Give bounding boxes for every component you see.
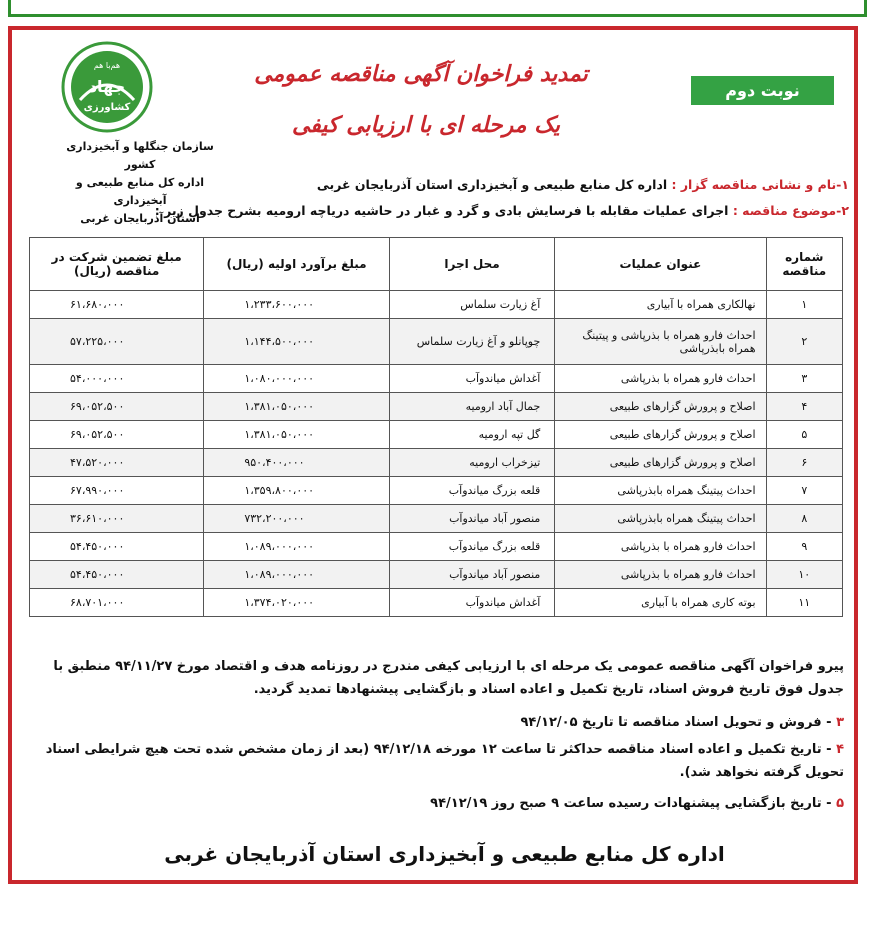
header-tender-number: شماره مناقصه	[766, 238, 842, 291]
table-header-row	[30, 238, 843, 291]
cell-location: گل تپه ارومیه	[389, 421, 555, 449]
item-4-value: - تاریخ تکمیل و اعاده اسناد مناقصه حداکثر تا ساعت ۱۲ مورخه ۹۴/۱۲/۱۸ (بعد از زمان مشخص شده تحت هیچ شرایطی اسناد تحویل گرفته نخواهد شد).	[45, 742, 844, 780]
table-row	[30, 589, 843, 617]
item-3-value: - فروش و تحویل اسناد مناقصه تا تاریخ ۹۴/۱۲/۰۵	[520, 715, 837, 730]
cell-number: ۳	[766, 365, 842, 393]
cell-location: قلعه بزرگ میاندوآب	[389, 533, 555, 561]
extension-paragraph: پیرو فراخوان آگهی مناقصه عمومی یک مرحله ای با ارزیابی کیفی مندرج در روزنامه هدف و اقتصاد مورخ ۹۴/۱۱/۲۷ منطبق با جدول فوق تاریخ فروش اسناد، تاریخ تکمیل و اعاده اسناد و بازگشایی پیشنهادها تمدید گردید.	[53, 659, 844, 697]
svg-text:کشاورزی: کشاورزی	[83, 102, 131, 113]
cell-number: ۱۰	[766, 561, 842, 589]
cell-guarantee: ۳۶،۶۱۰،۰۰۰	[30, 505, 204, 533]
org-line-2: اداره کل منابع طبیعی و آبخیزداری	[75, 176, 205, 207]
cell-estimate: ۹۵۰،۴۰۰،۰۰۰	[204, 449, 389, 477]
item-1-value: اداره کل منابع طبیعی و آبخیزداری استان آذربایجان غربی	[316, 177, 672, 192]
cell-location: آغداش میاندوآب	[389, 365, 555, 393]
table-row	[30, 421, 843, 449]
cell-estimate: ۷۳۲،۲۰۰،۰۰۰	[204, 505, 389, 533]
cell-operation: احداث فارو همراه با بذرپاشی و پیتینگ همراه بابذرپاشی	[555, 319, 766, 365]
table-row	[30, 449, 843, 477]
cell-guarantee: ۶۱،۶۸۰،۰۰۰	[30, 291, 204, 319]
tender-table	[29, 237, 843, 617]
cell-guarantee: ۶۹،۰۵۲،۵۰۰	[30, 393, 204, 421]
cell-location: قلعه بزرگ میاندوآب	[389, 477, 555, 505]
cell-estimate: ۱،۳۸۱،۰۵۰،۰۰۰	[204, 393, 389, 421]
cell-number: ۴	[766, 393, 842, 421]
cell-operation: احداث پیتینگ همراه بابذرپاشی	[555, 477, 766, 505]
svg-text:جهاد: جهاد	[88, 77, 126, 96]
item-5-label: ۵	[836, 796, 844, 811]
table-row	[30, 291, 843, 319]
svg-text:هم‌با هم: هم‌با هم	[93, 61, 121, 70]
cell-location: آغداش میاندوآب	[389, 589, 555, 617]
cell-number: ۹	[766, 533, 842, 561]
title-line-1: تمدید فراخوان آگهی مناقصه عمومی	[254, 62, 588, 87]
cell-guarantee: ۵۴،۴۵۰،۰۰۰	[30, 533, 204, 561]
cell-estimate: ۱،۳۷۴،۰۲۰،۰۰۰	[204, 589, 389, 617]
cell-estimate: ۱،۰۸۹،۰۰۰،۰۰۰	[204, 533, 389, 561]
second-notice-badge: نوبت دوم	[691, 76, 834, 105]
title-line-2: یک مرحله ای با ارزیابی کیفی	[291, 113, 561, 138]
table-row	[30, 505, 843, 533]
top-frame-border	[8, 0, 867, 17]
cell-number: ۶	[766, 449, 842, 477]
cell-number: ۱	[766, 291, 842, 319]
cell-operation: احداث فارو همراه با بذرپاشی	[555, 365, 766, 393]
item-5-value: - تاریخ بازگشایی پیشنهادات رسیده ساعت ۹ صبح روز ۹۴/۱۲/۱۹	[430, 796, 837, 811]
cell-guarantee: ۴۷،۵۲۰،۰۰۰	[30, 449, 204, 477]
cell-location: منصور آباد میاندوآب	[389, 505, 555, 533]
cell-number: ۲	[766, 319, 842, 365]
cell-number: ۷	[766, 477, 842, 505]
table-row	[30, 319, 843, 365]
cell-operation: اصلاح و پرورش گزارهای طبیعی	[555, 449, 766, 477]
org-line-3: استان آذربایجان غربی	[80, 212, 200, 225]
cell-operation: احداث فارو همراه با بذرپاشی	[555, 533, 766, 561]
cell-location: چوپانلو و آغ زیارت سلماس	[389, 319, 555, 365]
cell-guarantee: ۵۴،۴۵۰،۰۰۰	[30, 561, 204, 589]
cell-operation: نهالکاری همراه با آبیاری	[555, 291, 766, 319]
item-2-tender-subject	[155, 203, 849, 218]
cell-guarantee: ۵۷،۲۲۵،۰۰۰	[30, 319, 204, 365]
item-3-label: ۳	[836, 715, 844, 730]
cell-guarantee: ۵۴،۰۰۰،۰۰۰	[30, 365, 204, 393]
item-4-document-return	[36, 738, 844, 784]
cell-number: ۱۱	[766, 589, 842, 617]
cell-estimate: ۱،۰۸۰،۰۰۰،۰۰۰	[204, 365, 389, 393]
table-row	[30, 477, 843, 505]
cell-location: جمال آباد ارومیه	[389, 393, 555, 421]
cell-operation: بوته کاری همراه با آبیاری	[555, 589, 766, 617]
cell-operation: احداث پیتینگ همراه بابذرپاشی	[555, 505, 766, 533]
cell-guarantee: ۶۹،۰۵۲،۵۰۰	[30, 421, 204, 449]
cell-location: آغ زیارت سلماس	[389, 291, 555, 319]
cell-estimate: ۱،۳۸۱،۰۵۰،۰۰۰	[204, 421, 389, 449]
cell-estimate: ۱،۰۸۹،۰۰۰،۰۰۰	[204, 561, 389, 589]
table-row	[30, 365, 843, 393]
cell-location: تیزخراب ارومیه	[389, 449, 555, 477]
header-estimate: مبلغ برآورد اولیه (ریال)	[204, 238, 389, 291]
header-guarantee: مبلغ تضمین شرکت در مناقصه (ریال)	[30, 238, 204, 291]
cell-estimate: ۱،۳۵۹،۸۰۰،۰۰۰	[204, 477, 389, 505]
item-1-label: ۱-نام و نشانی مناقصه گزار :	[671, 177, 849, 192]
cell-number: ۵	[766, 421, 842, 449]
item-2-value: اجرای عملیات مقابله با فرسایش بادی و گرد و غبار در حاشیه دریاچه ارومیه بشرح جدول زیر :	[154, 203, 733, 218]
item-2-label: ۲-موضوع مناقصه :	[732, 203, 849, 218]
header-location: محل اجرا	[389, 238, 555, 291]
cell-estimate: ۱،۱۴۴،۵۰۰،۰۰۰	[204, 319, 389, 365]
cell-guarantee: ۶۷،۹۹۰،۰۰۰	[30, 477, 204, 505]
org-line-1: سازمان جنگلها و آبخیزداری کشور	[66, 140, 214, 171]
cell-operation: احداث فارو همراه با بذرپاشی	[555, 561, 766, 589]
table-row	[30, 561, 843, 589]
footer-organization: اداره کل منابع طبیعی و آبخیزداری استان آذربایجان غربی	[164, 842, 725, 866]
header-operation-title: عنوان عملیات	[555, 238, 766, 291]
cell-number: ۸	[766, 505, 842, 533]
table-row	[30, 533, 843, 561]
item-4-label: ۴	[836, 742, 844, 757]
cell-guarantee: ۶۸،۷۰۱،۰۰۰	[30, 589, 204, 617]
item-3-document-sale	[36, 711, 844, 734]
cell-location: منصور آباد میاندوآب	[389, 561, 555, 589]
cell-operation: اصلاح و پرورش گزارهای طبیعی	[555, 393, 766, 421]
table-row	[30, 393, 843, 421]
jahad-logo-icon	[60, 40, 154, 134]
item-5-opening-date	[36, 792, 844, 815]
cell-operation: اصلاح و پرورش گزارهای طبیعی	[555, 421, 766, 449]
item-1-tender-organizer	[317, 177, 849, 192]
cell-estimate: ۱،۲۳۳،۶۰۰،۰۰۰	[204, 291, 389, 319]
